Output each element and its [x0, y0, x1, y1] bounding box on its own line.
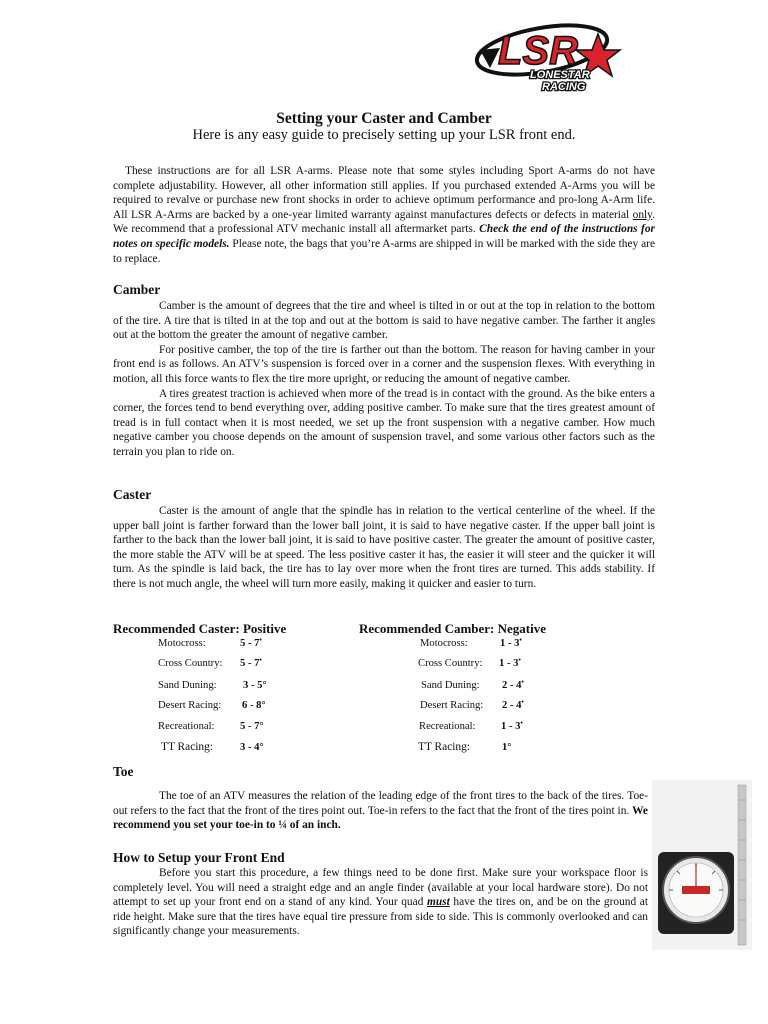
camber-row-label: Motocross:: [420, 638, 468, 649]
angle-finder-image: [652, 780, 752, 950]
camber-row-label: TT Racing:: [418, 741, 470, 753]
caster-row-value: 3 - 5°: [243, 680, 267, 691]
caster-row-value: 5 - 7°: [240, 721, 264, 732]
caster-row-label: Desert Racing:: [158, 700, 222, 711]
caster-row-value: 5 - 7•: [240, 656, 262, 669]
caster-row-label: Cross Country:: [158, 658, 223, 669]
intro-only: only: [632, 208, 653, 221]
recommended-camber-heading: Recommended Camber: Negative: [359, 621, 547, 636]
camber-row-label: Recreational:: [419, 721, 476, 732]
toe-text: The toe of an ATV measures the relation of the leading edge of the front tires to the back of the tires. Toe-out refers to the fact that the front of the tires point out. Toe-in refers to the fact that the front of the tires point in.: [113, 790, 648, 817]
caster-text-1: Caster is the amount of angle that the spindle has in relation to the vertical centerline of the wheel. If the upper ball joint is farther forward than the lower ball joint, it is said to have negative caster. If the upper ball joint is farther to the back than the lower ball joint, it is said to have positive caster. The greater the amount of positive caster, the more stable the ATV will be at speed. The less positive caster it has, the easier it will steer and the quicker it will turn. As the spindle is laid back, the tire has to lay over more when the front tires are turned. This adds stability. If there is not much angle, the wheel will turn more easily, making it quicker and easier to turn.: [113, 505, 655, 590]
intro-text-2: . We recommend that a professional ATV mechanic install all aftermarket parts.: [113, 208, 655, 236]
page-title: Setting your Caster and Camber: [276, 110, 492, 127]
caster-row-label: TT Racing:: [161, 741, 213, 753]
camber-text-3: A tires greatest traction is achieved when more of the tread is in contact with the ground. As the bike enters a corner, the forces tend to bend everything over, adding positive camber. To make sure that the tires greatest amount of tread is in full contact when it is most needed, we set up the front suspension with a negative camber. How much negative camber you choose depends on the amount of suspension travel, and some various other factors such as the terrain you plan to ride on.: [113, 387, 655, 458]
toe-recommendation: We recommend you set your toe-in to ¼ of an inch.: [113, 804, 648, 832]
intro-paragraph: [113, 164, 655, 266]
caster-heading: Caster: [113, 487, 152, 502]
camber-row-label: Sand Duning:: [421, 680, 480, 691]
setup-text-1: Before you start this procedure, a few things need to be done first. Make sure your workspace floor is completely level. You will need a straight edge and an angle finder (available at your local hardware store). Do not attempt to set up your front end on a stand of any kind. Your quad: [113, 867, 648, 909]
camber-paragraph-2: [113, 343, 655, 387]
recommended-caster-heading: Recommended Caster: Positive: [113, 621, 287, 636]
camber-paragraph-3: [113, 387, 655, 460]
caster-row-value: 6 - 8°: [242, 700, 266, 711]
camber-row-value: 1 - 3•: [501, 719, 523, 732]
camber-row-value: 1 - 3•: [500, 636, 522, 649]
caster-row-value: 5 - 7•: [240, 636, 262, 649]
toe-paragraph: [113, 789, 648, 833]
caster-row-label: Sand Duning:: [158, 680, 217, 691]
logo-tagline-1: LONESTAR: [530, 69, 590, 81]
camber-row-value: 2 - 4•: [502, 678, 524, 691]
toe-heading: Toe: [113, 764, 134, 779]
setup-paragraph: [113, 866, 648, 939]
intro-emphasis: Check the end of the instructions for notes on specific models.: [113, 223, 655, 250]
intro-text-1: These instructions are for all LSR A-arms. Please note that some styles including Sport A-arms do not have complete adjustability. However, all other information still applies. If you purchased extended A-Arms you will be required to revalve or purchase new front shocks in order to achieve optimum performance and pro-long A-Arm life. All LSR A-Arms are backed by a one-year limited warranty against manufactures defects or defects in material: [113, 165, 655, 221]
setup-heading: How to Setup your Front End: [113, 850, 285, 865]
camber-text-1: Camber is the amount of degrees that the tire and wheel is tilted in or out at the top in relation to the bottom of the tire. A tire that is tilted in at the top and out at the bottom is said to have negative camber. The farther it angles out at the bottom the greater the amount of negative camber.: [113, 300, 655, 342]
camber-row-value: 2 - 4•: [502, 698, 524, 711]
intro-text-3: Please note, the bags that you’re A-arms are shipped in will be marked with the side they are to replace.: [113, 237, 655, 265]
logo-tagline-2: RACING: [542, 81, 586, 93]
logo-brand: LSR: [498, 29, 578, 73]
camber-row-value: 1°: [502, 742, 512, 753]
camber-row-label: Desert Racing:: [420, 700, 484, 711]
camber-row-value: 1 - 3•: [499, 656, 521, 669]
caster-row-label: Recreational:: [158, 721, 215, 732]
camber-text-2: For positive camber, the top of the tire is farther out than the bottom. The reason for having camber in your front end is as follows. An ATV’s suspension is forced over in a corner and the suspension flexes. With everything in motion, all this force wants to flex the tire more upright, or reducing the amount of negative camber.: [113, 343, 655, 385]
setup-text-2: have the tires on, and be on the ground at ride height. Make sure that the tires have equal tire pressure from side to side. This is commonly overlooked and can significantly change your measurements.: [113, 896, 648, 938]
setup-must: must: [426, 896, 450, 909]
page-subtitle: Here is any easy guide to precisely setting up your LSR front end.: [192, 127, 576, 143]
camber-row-label: Cross Country:: [418, 658, 483, 669]
caster-paragraph: [113, 504, 655, 592]
camber-heading: Camber: [113, 282, 161, 297]
camber-section: [113, 299, 655, 460]
caster-row-label: Motocross:: [158, 638, 206, 649]
lsr-logo: [470, 20, 630, 95]
camber-paragraph-1: [113, 299, 655, 343]
caster-row-value: 3 - 4°: [240, 742, 264, 753]
